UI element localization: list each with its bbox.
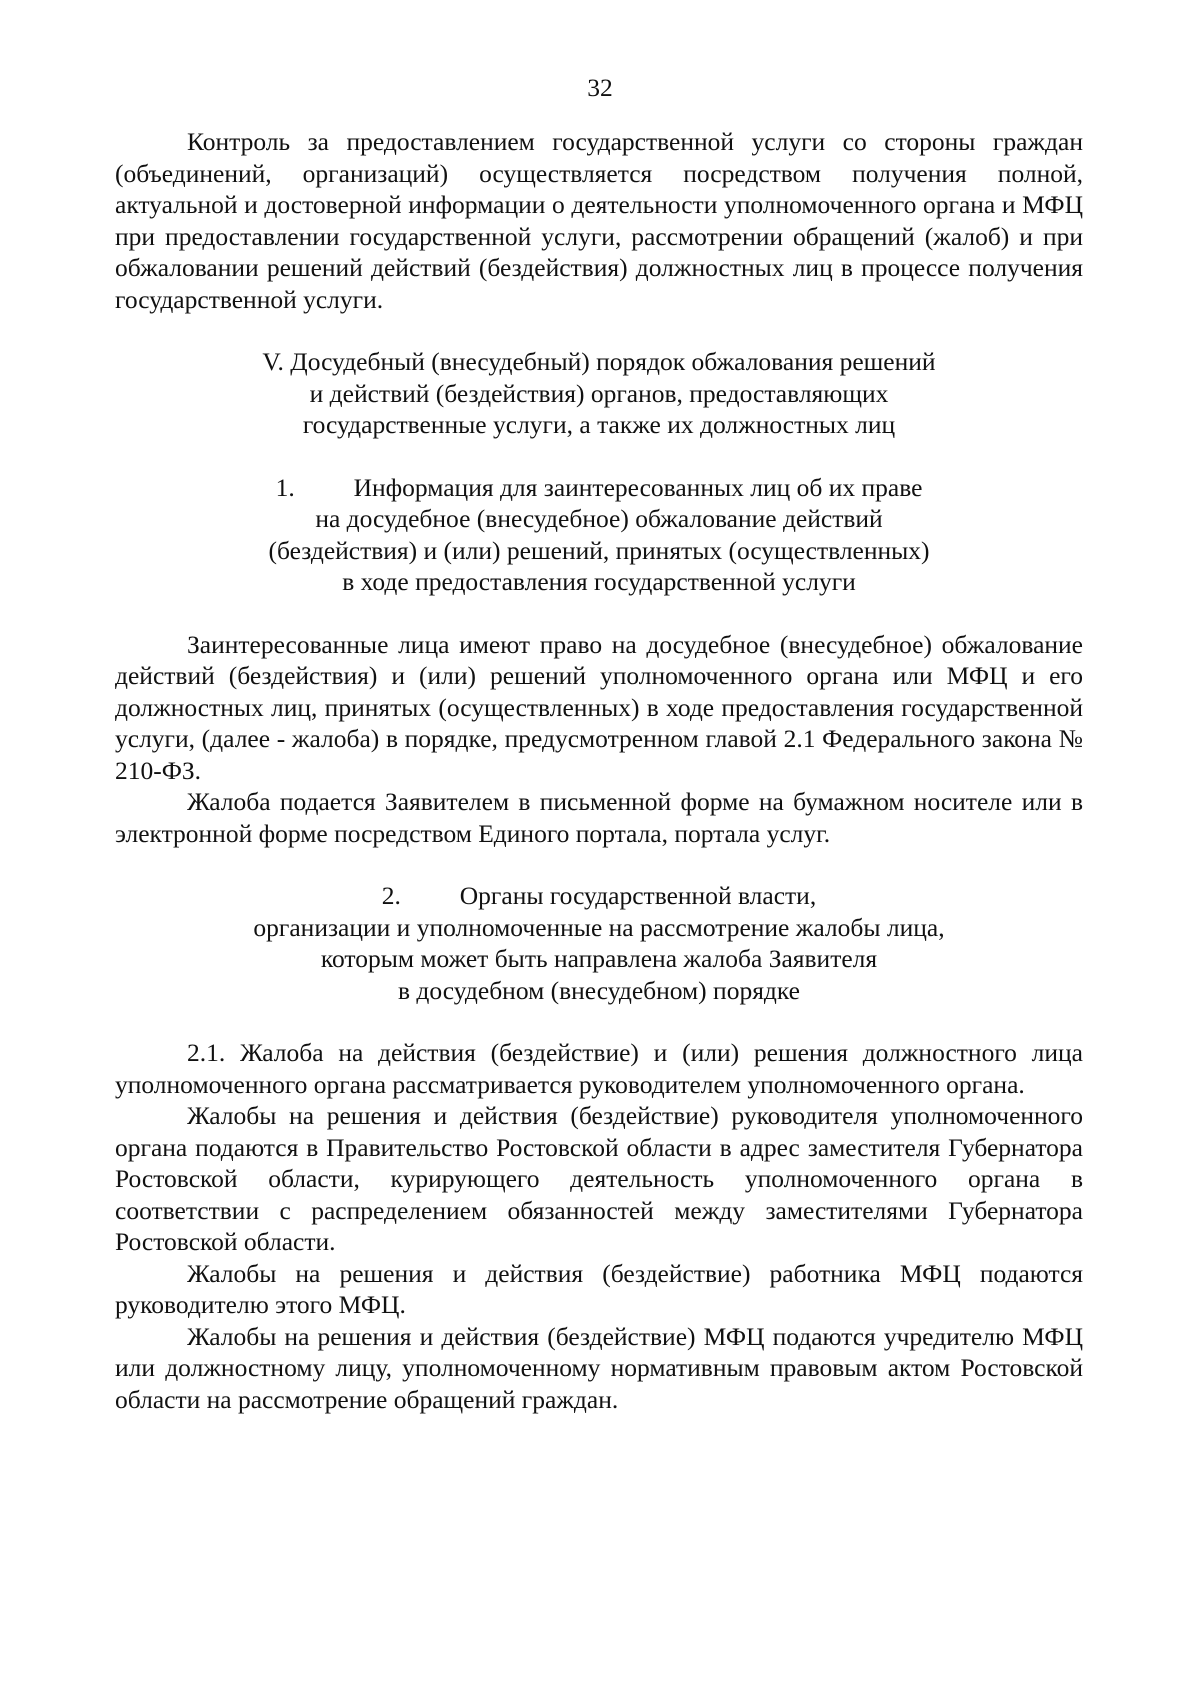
subsection-1-title-line: на досудебное (внесудебное) обжалование действий [315, 504, 883, 533]
section-v-heading [115, 346, 1083, 441]
subsection-2-title-line: которым может быть направлена жалоба Заявителя [320, 944, 878, 973]
subsection-2-number: 2. [381, 881, 401, 910]
right-to-appeal-paragraph: Заинтересованные лица имеют право на досудебное (внесудебное) обжалование действий (бездействия) и (или) решений уполномоченного органа или МФЦ и его должностных лиц, принятых (осуществленных) в ходе предоставления государственной услуги, (далее - жалоба) в порядке, предусмотренном главой 2.1 Федерального закона № 210-ФЗ. [115, 629, 1083, 785]
page-number: 32 [587, 73, 613, 102]
section-v-title-line: V. Досудебный (внесудебный) порядок обжалования решений [262, 347, 936, 376]
subsection-2-title-line: в досудебном (внесудебном) порядке [398, 975, 800, 1005]
document-body [115, 126, 1083, 1415]
head-complaints-paragraph: Жалобы на решения и действия (бездействие) руководителя уполномоченного органа подаются в Правительство Ростовской области в адрес заместителя Губернатора Ростовской области, курирующего деятельность уполномоченного органа в соответствии с распределением обязанностей между заместителями Губернатора Ростовской области. [115, 1101, 1083, 1256]
subsection-2-heading [115, 880, 1083, 1006]
subsection-1-title-line [115, 472, 1083, 504]
subsection-2-title-text: Органы государственной власти, [459, 881, 817, 910]
mfc-complaints-paragraph: Жалобы на решения и действия (бездействие) МФЦ подаются учредителю МФЦ или должностному лицу, уполномоченному нормативным правовым актом Ростовской области на рассмотрение обращений граждан. [115, 1321, 1083, 1414]
mfc-worker-complaints-paragraph: Жалобы на решения и действия (бездействие) работника МФЦ подаются руководителю этого МФЦ. [115, 1258, 1083, 1319]
complaint-form-paragraph: Жалоба подается Заявителем в письменной форме на бумажном носителе или в электронной форме посредством Единого портала, портала услуг. [115, 787, 1083, 848]
section-v-title-line: и действий (бездействия) органов, предоставляющих [309, 378, 889, 408]
subsection-2-title-line: организации и уполномоченные на рассмотрение жалобы лица, [253, 912, 945, 942]
subsection-2-title-line [115, 880, 1083, 912]
subsection-1-title-line: в ходе предоставления государственной услуги [342, 567, 856, 596]
section-v-title-line: государственные услуги, а также их должностных лиц [302, 410, 896, 439]
subsection-1-heading [115, 472, 1083, 598]
subsection-1-title-line: (бездействия) и (или) решений, принятых (осуществленных) [268, 535, 930, 565]
subsection-1-title-text: Информация для заинтересованных лиц об их праве [353, 472, 923, 502]
clause-2-1-paragraph: 2.1. Жалоба на действия (бездействие) и (или) решения должностного лица уполномоченного органа рассматривается руководителем уполномоченного органа. [115, 1038, 1083, 1099]
control-paragraph: Контроль за предоставлением государственной услуги со стороны граждан (объединений, организаций) осуществляется посредством получения полной, актуальной и достоверной информации о деятельности уполномоченного органа и МФЦ при предоставлении государственной услуги, рассмотрении обращений (жалоб) и при обжаловании решений действий (бездействия) должностных лиц в процессе получения государственной услуги. [115, 127, 1083, 314]
subsection-1-number: 1. [275, 472, 295, 502]
